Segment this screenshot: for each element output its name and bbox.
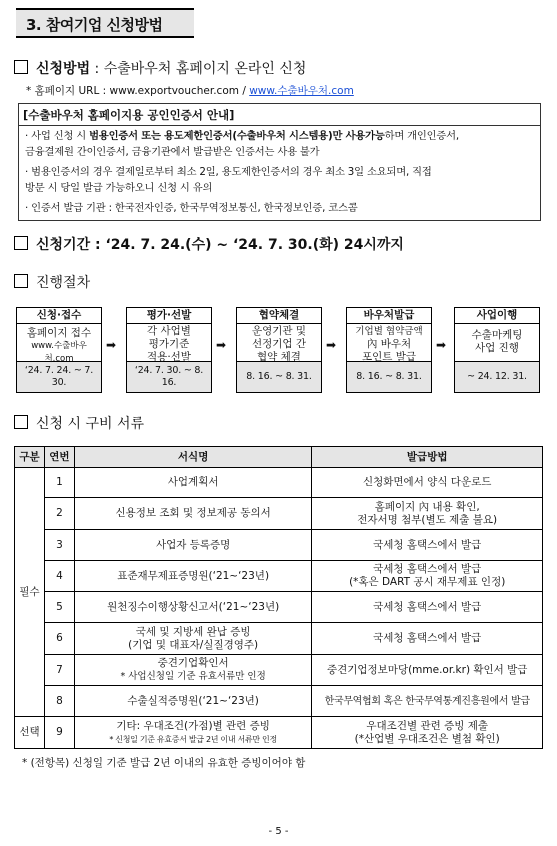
- section-header: [16, 8, 194, 38]
- arrow-right-icon: ➡: [216, 338, 227, 352]
- step-body: 운영기관 및 선정기업 간 협약 체결: [236, 324, 322, 361]
- issue-method: 우대조건별 관련 증빙 제출 (*산업별 우대조건은 별첨 확인): [312, 717, 543, 749]
- form-name: 원천징수이행상황신고서(‘21~‘23년): [74, 592, 312, 623]
- row-number: 5: [44, 592, 74, 623]
- docs-heading: [14, 413, 144, 433]
- step-title: 신청·접수: [16, 307, 102, 324]
- col-header-issue-method: 발급방법: [312, 447, 543, 468]
- method-label: 신청방법: [36, 61, 91, 77]
- notice-line-1b: 금융결제원 간이인증서, 금융기관에서 발급받은 인증서는 사용 불가: [25, 146, 320, 158]
- arrow-right-icon: ➡: [436, 338, 447, 352]
- certificate-notice-box: [18, 103, 541, 221]
- url-prefix: * 홈페이지 URL : www.exportvoucher.com /: [26, 85, 250, 97]
- period-heading: [14, 234, 404, 254]
- form-name: 기타: 우대조건(가점)별 관련 증빙 * 신청일 기준 유효증서 발급 2년 이내 서류만 인정: [74, 717, 312, 749]
- notice-line-1: · 사업 신청 시 범용인증서 또는 용도제한인증서(수출바우처 시스템용)만 사용가능하며 개인인증서,: [25, 130, 459, 142]
- homepage-url-line: [26, 83, 354, 98]
- process-heading: [14, 272, 90, 292]
- issue-method: 신청화면에서 양식 다운로드: [312, 468, 543, 498]
- step-title: 협약체결: [236, 307, 322, 324]
- table-row: [15, 561, 543, 592]
- form-name: 사업계획서: [74, 468, 312, 498]
- issue-method: 국세청 홈택스에서 발급 (*혹은 DART 공시 재무제표 인정): [312, 561, 543, 592]
- table-row: [15, 623, 543, 655]
- table-row: [15, 530, 543, 561]
- group-optional: 선택: [15, 717, 45, 749]
- table-row: [15, 592, 543, 623]
- col-header-form-name: 서식명: [74, 447, 312, 468]
- process-step-execution: [454, 307, 540, 393]
- table-row: [15, 717, 543, 749]
- issue-method: 중견기업정보마당(mme.or.kr) 확인서 발급: [312, 655, 543, 686]
- issue-method: 한국무역협회 혹은 한국무역통계진흥원에서 발급: [312, 686, 543, 717]
- table-row: [15, 655, 543, 686]
- arrow-right-icon: ➡: [106, 338, 117, 352]
- step-body: 각 사업별 평가기준 적용·선발: [126, 324, 212, 361]
- issue-method: 홈페이지 內 내용 확인, 전자서명 첨부(별도 제출 불요): [312, 498, 543, 530]
- square-bullet-icon: [14, 60, 28, 74]
- col-header-category: 구분: [15, 447, 45, 468]
- table-footnote: * (전항목) 신청일 기준 발급 2년 이내의 유효한 증빙이어야 함: [22, 757, 306, 769]
- form-name: 중견기업확인서 * 사업신청일 기준 유효서류만 인정: [74, 655, 312, 686]
- notice-line-3: · 인증서 발급 기관 : 한국전자인증, 한국무역정보통신, 한국정보인증, 코스콤: [25, 202, 358, 214]
- step-date: ‘24. 7. 30. ~ 8. 16.: [126, 361, 212, 393]
- square-bullet-icon: [14, 415, 28, 429]
- row-number: 8: [44, 686, 74, 717]
- process-step-evaluate: [126, 307, 212, 393]
- step-title: 평가·선발: [126, 307, 212, 324]
- method-heading: [14, 58, 306, 78]
- required-documents-table: [14, 446, 543, 749]
- step-title: 바우처발급: [346, 307, 432, 324]
- notice-title: [수출바우처 홈페이지용 공인인증서 안내]: [23, 108, 235, 122]
- process-step-agreement: [236, 307, 322, 393]
- period-label: 신청기간: [36, 237, 91, 253]
- process-step-voucher: [346, 307, 432, 393]
- row-number: 4: [44, 561, 74, 592]
- issue-method: 국세청 홈택스에서 발급: [312, 623, 543, 655]
- form-name: 사업자 등록증명: [74, 530, 312, 561]
- step-date: 8. 16. ~ 8. 31.: [346, 361, 432, 393]
- issue-method: 국세청 홈택스에서 발급: [312, 530, 543, 561]
- row-number: 7: [44, 655, 74, 686]
- step-body: 홈페이지 접수 www.수출바우처.com: [16, 324, 102, 361]
- step-body: 기업별 협약금액 內 바우처 포인트 발급: [346, 324, 432, 361]
- step-date: 8. 16. ~ 8. 31.: [236, 361, 322, 393]
- process-step-apply: [16, 307, 102, 393]
- form-name: 표준재무제표증명원(‘21~‘23년): [74, 561, 312, 592]
- form-name: 신용정보 조회 및 정보제공 동의서: [74, 498, 312, 530]
- page-number: - 5 -: [268, 826, 289, 837]
- period-value: : ‘24. 7. 24.(수) ~ ‘24. 7. 30.(화) 24시까지: [90, 237, 404, 253]
- docs-heading-label: 신청 시 구비 서류: [36, 416, 145, 432]
- table-row: [15, 498, 543, 530]
- row-number: 3: [44, 530, 74, 561]
- notice-line-2a: · 범용인증서의 경우 결제일로부터 최소 2일, 용도제한인증서의 경우 최소 3일 소요되며, 직접: [25, 166, 432, 178]
- table-header-row: [15, 447, 543, 468]
- method-value: : 수출바우처 홈페이지 온라인 신청: [90, 61, 307, 77]
- form-name: 수출실적증명원(‘21~‘23년): [74, 686, 312, 717]
- section-title: 3. 참여기업 신청방법: [26, 16, 163, 34]
- form-name: 국세 및 지방세 완납 증빙 (기업 및 대표자/실질경영주): [74, 623, 312, 655]
- notice-line-2b: 방문 시 당일 발급 가능하오니 신청 시 유의: [25, 182, 213, 194]
- row-number: 1: [44, 468, 74, 498]
- homepage-link[interactable]: www.수출바우처.com: [249, 85, 354, 97]
- square-bullet-icon: [14, 236, 28, 250]
- group-required: 필수: [15, 468, 45, 717]
- row-number: 6: [44, 623, 74, 655]
- issue-method: 국세청 홈택스에서 발급: [312, 592, 543, 623]
- divider: [19, 125, 540, 126]
- table-row: [15, 468, 543, 498]
- step-title: 사업이행: [454, 307, 540, 324]
- table-row: [15, 686, 543, 717]
- square-bullet-icon: [14, 274, 28, 288]
- arrow-right-icon: ➡: [326, 338, 337, 352]
- process-heading-label: 진행절차: [36, 275, 91, 291]
- step-body: 수출마케팅 사업 진행: [454, 324, 540, 361]
- row-number: 2: [44, 498, 74, 530]
- col-header-number: 연번: [44, 447, 74, 468]
- step-date: ~ 24. 12. 31.: [454, 361, 540, 393]
- row-number: 9: [44, 717, 74, 749]
- step-date: ‘24. 7. 24. ~ 7. 30.: [16, 361, 102, 393]
